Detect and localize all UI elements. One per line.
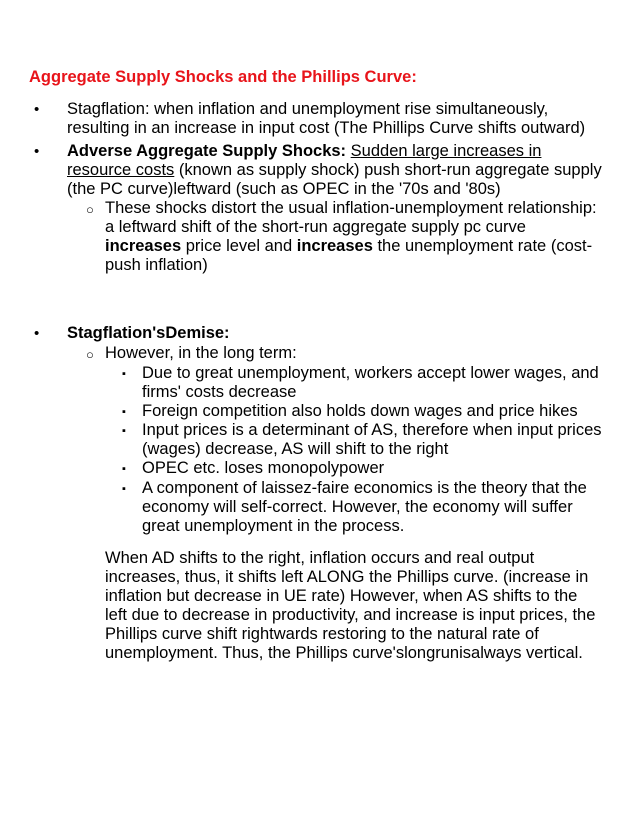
bullet-disc: • [34,101,40,118]
text-line: Phillips curve shift rightwards restoring to the natural rate of [105,625,539,643]
text-line: When AD shifts to the right, inflation occurs and real output [105,549,535,567]
text-line: Due to great unemployment, workers accept lower wages, and [142,364,599,382]
text-line: great unemployment in the process. [142,517,405,535]
text-span: the unemployment rate (cost- [372,237,593,255]
text-line: (the PC curve)leftward (such as OPEC in the '70s and '80s) [67,180,501,198]
demise-heading: Stagflation'sDemise: [67,324,230,342]
bullet-square: ▪ [122,368,126,380]
text-span: (known as supply shock) push short-run aggregate supply [174,161,602,179]
text-line: firms' costs decrease [142,383,297,401]
text-line: Input prices is a determinant of AS, therefore when input prices [142,421,602,439]
bold-increases: increases [296,237,373,255]
bullet-square: ▪ [122,425,126,437]
text-line: increases, thus, it shifts left ALONG the Phillips curve. (increase in [105,568,589,586]
bullet-circle: ○ [86,347,94,362]
adverse-label: Adverse Aggregate Supply Shocks: [67,142,347,160]
adverse-shocks-paragraph [67,142,602,199]
text-span: price level and [181,237,297,255]
text-line: These shocks distort the usual inflation-unemployment relationship: [105,199,597,217]
stagflation-paragraph [67,100,585,138]
bullet-circle: ○ [86,202,94,217]
bullet-disc: • [34,143,40,160]
underlined-text: resource costs [67,161,175,179]
document-title: Aggregate Supply Shocks and the Phillips Curve: [29,68,417,86]
demise-item [142,402,578,421]
text-line: economy will self-correct. However, the economy will suffer [142,498,573,516]
bullet-square: ▪ [122,463,126,475]
long-term-line: However, in the long term: [105,344,297,362]
demise-item [142,479,587,536]
demise-item [142,364,599,402]
text-line: A component of laissez-faire economics is the theory that the [142,479,587,497]
text-line [105,237,597,256]
bullet-disc: • [34,325,40,342]
closing-paragraph [105,549,595,663]
text-line: left due to decrease in productivity, and increase is input prices, the [105,606,596,624]
demise-item [142,459,384,478]
underlined-text: Sudden large increases in [350,142,542,160]
text-line: OPEC etc. loses monopolypower [142,459,385,477]
demise-item [142,421,602,459]
text-line: Stagflation: when inflation and unemployment rise simultaneously, [67,100,549,118]
shocks-distort-paragraph [105,199,597,275]
text-line [67,161,602,180]
text-line: Foreign competition also holds down wages and price hikes [142,402,578,420]
text-line: resulting in an increase in input cost (The Phillips Curve shifts outward) [67,119,586,137]
bullet-square: ▪ [122,483,126,495]
bold-increases: increases [105,237,182,255]
text-line: unemployment. Thus, the Phillips curve'slongrunisalways vertical. [105,644,583,662]
text-line: a leftward shift of the short-run aggregate supply pc curve [105,218,526,236]
text-line: (wages) decrease, AS will shift to the right [142,440,449,458]
text-line [67,142,602,161]
bullet-square: ▪ [122,406,126,418]
text-line: push inflation) [105,256,208,274]
text-line: inflation but decrease in UE rate) However, when AS shifts to the [105,587,578,605]
